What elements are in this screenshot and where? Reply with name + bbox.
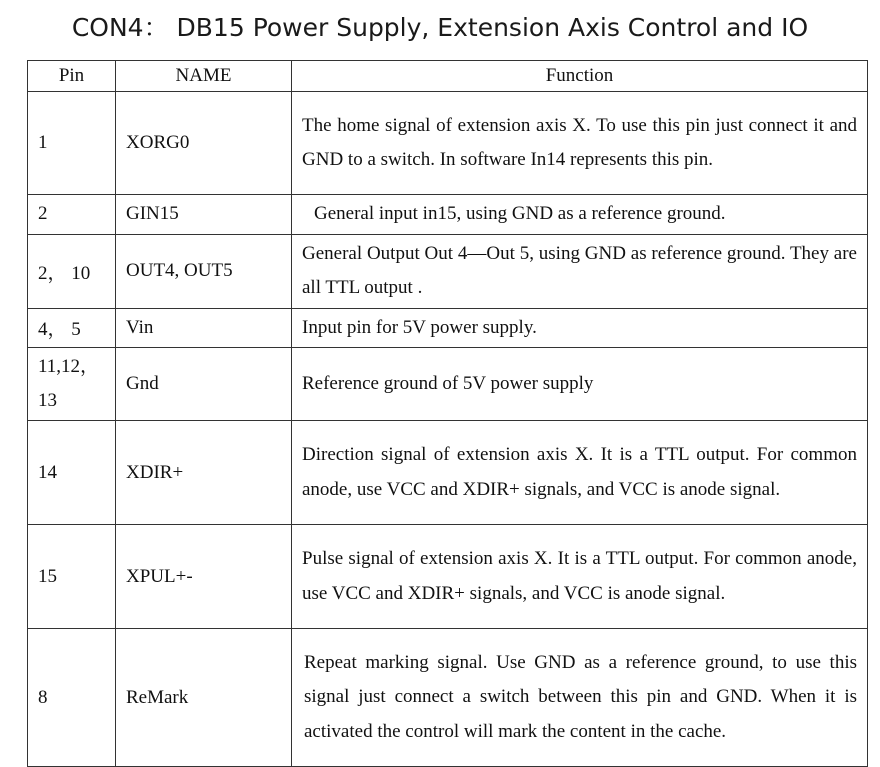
function-cell: General Output Out 4—Out 5, using GND as reference ground. They are all TTL output .: [292, 234, 868, 308]
name-cell: XORG0: [116, 92, 292, 195]
pin-table: [27, 60, 868, 767]
table-row: [28, 629, 868, 767]
name-cell: Gnd: [116, 348, 292, 421]
name-cell: XDIR+: [116, 421, 292, 525]
pin-cell: 2， 10: [28, 234, 116, 308]
pin-cell: 15: [28, 525, 116, 629]
function-cell: Pulse signal of extension axis X. It is a TTL output. For common anode, use VCC and XDIR+ signals, and VCC is anode signal.: [292, 525, 868, 629]
function-cell: Input pin for 5V power supply.: [292, 308, 868, 348]
header-pin: Pin: [28, 61, 116, 92]
table-row: [28, 195, 868, 235]
table-row: [28, 234, 868, 308]
name-cell: GIN15: [116, 195, 292, 235]
table-row: [28, 308, 868, 348]
function-cell: Direction signal of extension axis X. It is a TTL output. For common anode, use VCC and XDIR+ signals, and VCC is anode signal.: [292, 421, 868, 525]
pin-cell: 2: [28, 195, 116, 235]
table-row: [28, 92, 868, 195]
function-cell: Reference ground of 5V power supply: [292, 348, 868, 421]
pin-cell: 11,12， 13: [28, 348, 116, 421]
table-row: [28, 421, 868, 525]
header-name: NAME: [116, 61, 292, 92]
table-row: [28, 525, 868, 629]
name-cell: Vin: [116, 308, 292, 348]
table-header-row: [28, 61, 868, 92]
function-cell: General input in15, using GND as a reference ground.: [292, 195, 868, 235]
name-cell: XPUL+-: [116, 525, 292, 629]
name-cell: OUT4, OUT5: [116, 234, 292, 308]
table-row: [28, 348, 868, 421]
header-function: Function: [292, 61, 868, 92]
function-cell: The home signal of extension axis X. To use this pin just connect it and GND to a switch. In software In14 represents this pin.: [292, 92, 868, 195]
pin-cell: 8: [28, 629, 116, 767]
pin-cell: 1: [28, 92, 116, 195]
pin-cell: 14: [28, 421, 116, 525]
page-title: CON4： DB15 Power Supply, Extension Axis Control and IO: [71, 13, 809, 42]
pin-cell: 4， 5: [28, 308, 116, 348]
name-cell: ReMark: [116, 629, 292, 767]
function-cell: Repeat marking signal. Use GND as a reference ground, to use this signal just connect a switch between this pin and GND. When it is activated the control will mark the content in the cache.: [292, 629, 868, 767]
